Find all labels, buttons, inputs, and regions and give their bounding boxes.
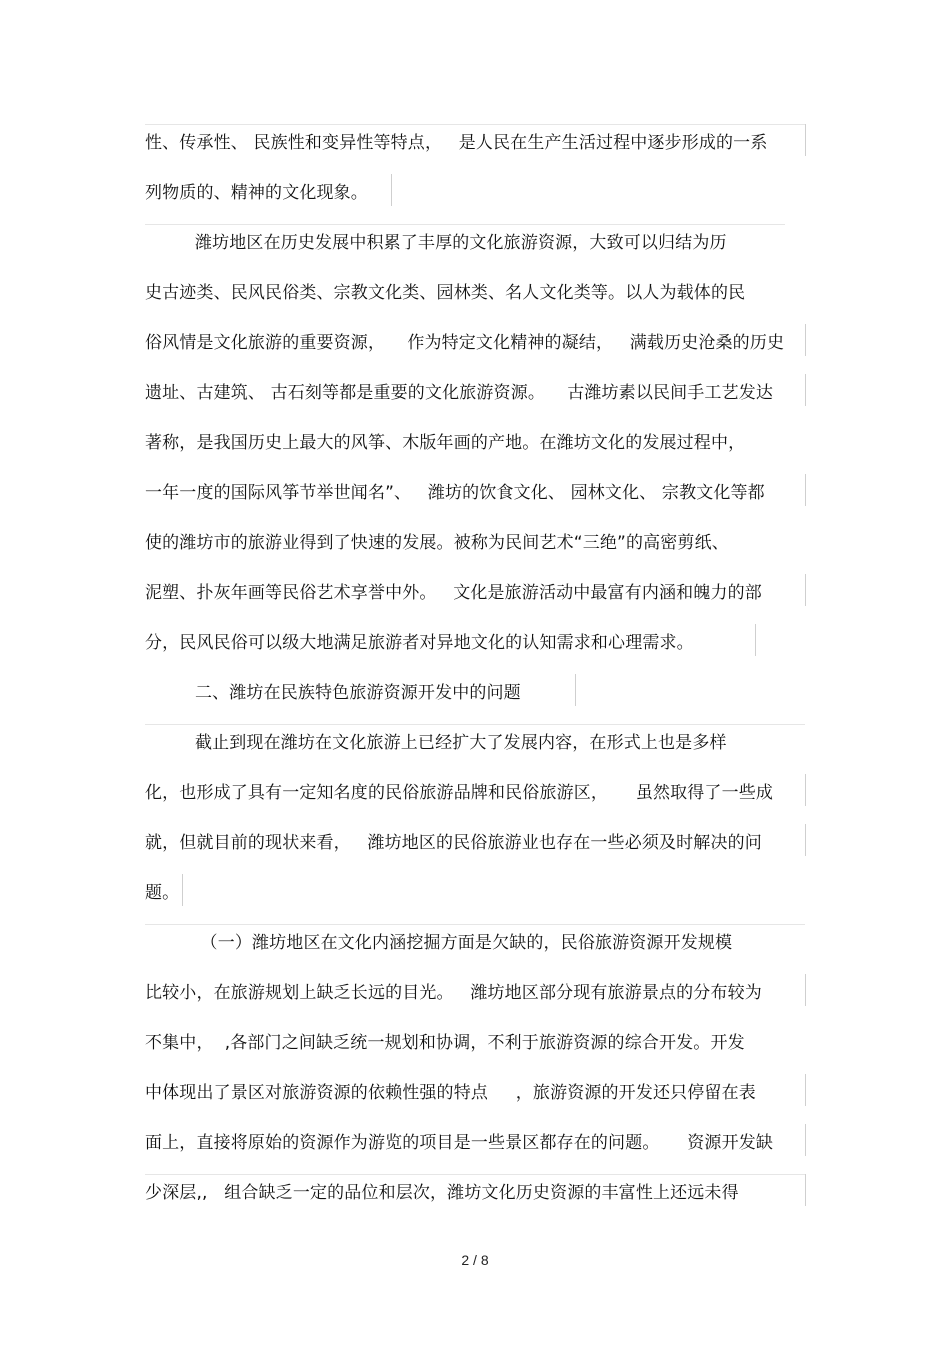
scan-rule xyxy=(805,824,806,856)
scan-rule xyxy=(145,724,805,725)
scan-rule xyxy=(575,674,576,706)
scan-rule xyxy=(805,324,806,356)
body-line: 著称，是我国历史上最大的风筝、木版年画的产地。在潍坊文化的发展过程中， xyxy=(145,433,746,453)
scan-rule xyxy=(145,124,805,125)
scan-rule xyxy=(391,174,392,206)
scan-rule xyxy=(805,1174,806,1206)
section-heading: 二、潍坊在民族特色旅游资源开发中的问题 xyxy=(145,683,521,703)
scan-rule xyxy=(805,374,806,406)
body-line: 就，但就目前的现状来看， 潍坊地区的民俗旅游业也存在一些必须及时解决的问 xyxy=(145,833,762,853)
scan-rule xyxy=(805,574,806,606)
scan-rule xyxy=(145,924,805,925)
body-line: 性、传承性、 民族性和变异性等特点， 是人民在生产生活过程中逐步形成的一系 xyxy=(145,133,768,153)
body-line: 史古迹类、民风民俗类、宗教文化类、园林类、名人文化类等。以人为载体的民 xyxy=(145,283,746,303)
page-number: 2 / 8 xyxy=(461,1252,489,1268)
scan-rule xyxy=(755,624,756,656)
scan-rule xyxy=(145,1174,805,1175)
body-line: 化，也形成了具有一定知名度的民俗旅游品牌和民俗旅游区， 虽然取得了一些成 xyxy=(145,783,774,803)
scan-rule xyxy=(145,224,785,225)
body-line: 遗址、古建筑、 古石刻等都是重要的文化旅游资源。 古潍坊素以民间手工艺发达 xyxy=(145,383,774,403)
scan-rule xyxy=(805,124,806,156)
scan-rule xyxy=(805,1124,806,1156)
body-line: 不集中， ,各部门之间缺乏统一规划和协调，不利于旅游资源的综合开发。开发 xyxy=(145,1033,745,1053)
body-line: 少深层,, 组合缺乏一定的品位和层次，潍坊文化历史资源的丰富性上还远未得 xyxy=(145,1183,739,1203)
body-line: 一年一度的国际风筝节举世闻名”、 潍坊的饮食文化、 园林文化、 宗教文化等都 xyxy=(145,483,765,503)
subsection-line: （一）潍坊地区在文化内涵挖掘方面是欠缺的，民俗旅游资源开发规模 xyxy=(145,933,733,953)
body-line: 截止到现在潍坊在文化旅游上已经扩大了发展内容，在形式上也是多样 xyxy=(145,733,727,753)
body-line: 面上，直接将原始的资源作为游览的项目是一些景区都存在的问题。 资源开发缺 xyxy=(145,1133,774,1153)
body-line: 题。 xyxy=(145,883,180,903)
scan-rule xyxy=(182,874,183,906)
body-line: 俗风情是文化旅游的重要资源， 作为特定文化精神的凝结， 满载历史沧桑的历史 xyxy=(145,333,785,353)
scan-rule xyxy=(805,974,806,1006)
scan-rule xyxy=(805,474,806,506)
body-line: 潍坊地区在历史发展中积累了丰厚的文化旅游资源，大致可以归结为历 xyxy=(145,233,727,253)
body-line: 中体现出了景区对旅游资源的依赖性强的特点 ，旅游资源的开发还只停留在表 xyxy=(145,1083,756,1103)
body-line: 使的潍坊市的旅游业得到了快速的发展。被称为民间艺术“三绝”的高密剪纸、 xyxy=(145,533,729,553)
scan-rule xyxy=(805,774,806,806)
scan-rule xyxy=(805,1074,806,1106)
body-line: 泥塑、扑灰年画等民俗艺术享誉中外。 文化是旅游活动中最富有内涵和魄力的部 xyxy=(145,583,762,603)
body-line: 分，民风民俗可以级大地满足旅游者对异地文化的认知需求和心理需求。 xyxy=(145,633,694,653)
body-line: 比较小，在旅游规划上缺乏长远的目光。 潍坊地区部分现有旅游景点的分布较为 xyxy=(145,983,762,1003)
body-line: 列物质的、精神的文化现象。 xyxy=(145,183,368,203)
